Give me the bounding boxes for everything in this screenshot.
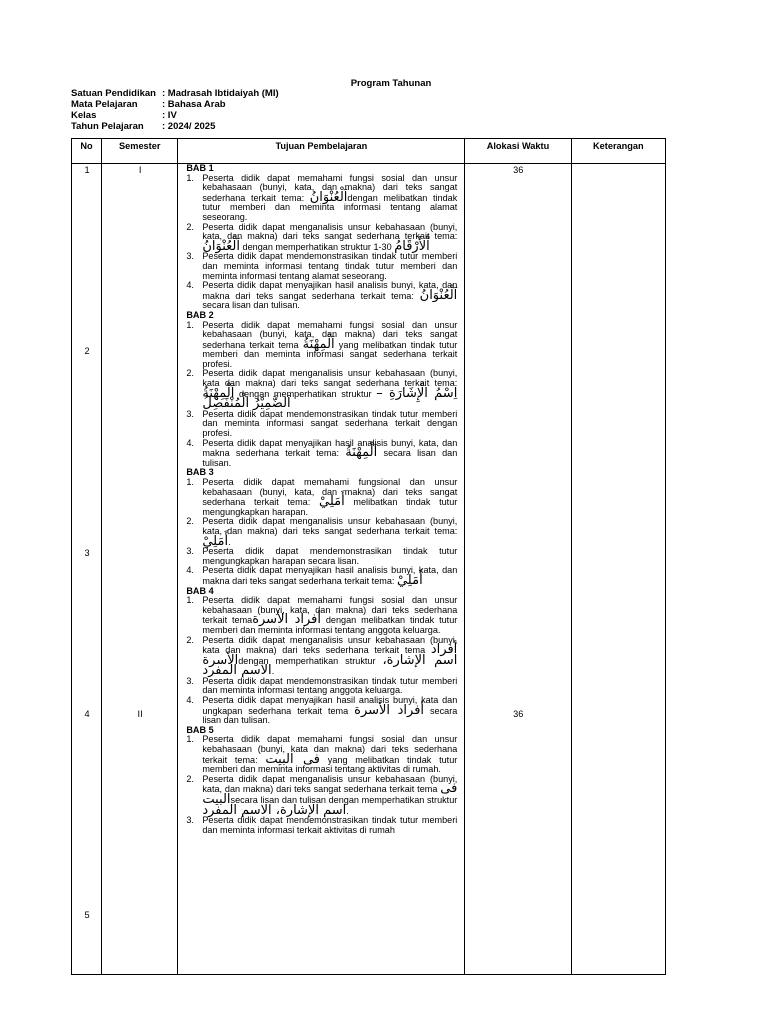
item-text: Peserta didik dapat mendemonstrasikan tindak tutur memberi dan meminta informasi tentang anggota keluarga. [202, 675, 458, 696]
item-number: 3. [186, 251, 194, 262]
arabic-structure: اسم الإشارة، الاسم المفرد [202, 802, 347, 818]
arabic-term: اَلْعُنْوَانُ [202, 238, 240, 254]
bab-heading: BAB 1 [186, 163, 214, 173]
list-item [186, 281, 457, 311]
document-meta [71, 88, 279, 132]
program-table [71, 138, 666, 975]
meta-value: : IV [162, 110, 177, 121]
item-number: 3. [186, 675, 194, 686]
arabic-term: أَمَلِيْ [318, 494, 345, 510]
item-number: 1. [186, 172, 194, 183]
item-number: 3. [186, 815, 194, 826]
arabic-term: اَلْمِهْنَةُ [302, 336, 335, 352]
tujuan-column [178, 164, 465, 975]
item-text: dengan melibatkan tindak tutur memberi dan meminta informasi tentang alamat seseorang. [202, 192, 458, 222]
row-number: 5 [84, 910, 90, 920]
item-text: . [271, 666, 275, 677]
page-title: Program Tahunan [350, 78, 432, 89]
table-row [72, 164, 666, 975]
item-text: Peserta didik dapat menyajikan hasil analisis bunyi, kata, dan makna sederhana terkait tema: [202, 437, 458, 459]
item-text: secara lisan dan tulisan. [202, 300, 300, 311]
item-text: Peserta didik dapat menganalisis unsur kebahasaan (bunyi, kata, dan makna) dari teks sangat sederhana terkait tema [202, 773, 458, 795]
item-number: 2. [186, 221, 194, 232]
list-item [186, 478, 457, 517]
list-item [186, 677, 457, 696]
list-item [186, 517, 457, 547]
arabic-term: أفراد الأسرة [202, 642, 458, 668]
bab-heading: BAB 3 [186, 467, 214, 478]
item-text: Peserta didik dapat memahami fungsi sosial dan unsur kebahasaan (bunyi, kata, dan makna) dari teks sangat sederhana terkait tema [202, 319, 458, 350]
item-text: dengan melibatkan tindak tutur memberi dan meminta informasi tentang anggota keluarga. [202, 615, 458, 635]
arabic-term: أفراد الأسرة [252, 612, 321, 628]
meta-value: : 2024/ 2025 [162, 121, 216, 132]
item-text: Peserta didik dapat menganalisis unsur kebahasaan (bunyi, kata, dan makna) dari teks sangat sederhana terkait tema: [202, 221, 458, 242]
item-number: 2. [186, 368, 194, 379]
list-item [186, 410, 457, 439]
arabic-term: اَلْعُنْوَانُ [419, 287, 458, 303]
list-item [186, 321, 457, 370]
objective-list [186, 174, 457, 311]
alokasi-column [465, 164, 571, 975]
item-number: 2. [186, 516, 194, 527]
arabic-term: اَلْمِهْنَةُ [202, 385, 235, 401]
list-item [186, 735, 457, 774]
list-item [186, 816, 457, 835]
alokasi-value: 36 [513, 709, 524, 719]
header-keterangan: Keterangan [571, 139, 665, 164]
list-item [186, 223, 457, 253]
item-text: secara lisan dan tulisan dengan memperhatikan struktur [230, 795, 458, 805]
item-text: melibatkan tindak tutur mengungkapkan harapan. [202, 497, 458, 517]
arabic-term: أفراد الأسرة [354, 702, 425, 718]
header-tujuan: Tujuan Pembelajaran [178, 139, 465, 164]
objective-list [186, 596, 457, 726]
list-item [186, 775, 457, 816]
list-item [186, 174, 457, 223]
item-text: Peserta didik dapat mendemonstrasikan tindak tutur mengungkapkan harapan secara lisan. [202, 546, 458, 566]
list-item [186, 696, 457, 726]
item-text: Peserta didik dapat mendemonstrasikan tindak tutur memberi dan meminta informasi tentang tindak tutur memberi dan meminta informasi tentang alamat seseorang. [202, 251, 458, 281]
item-text: Peserta didik dapat menyajikan hasil analisis bunyi, kata, dan makna dari teks sangat sederhana terkait tema: [202, 565, 458, 586]
meta-value: : Bahasa Arab [162, 99, 226, 110]
list-item [186, 636, 457, 677]
item-number: 1. [186, 595, 194, 606]
item-text: Peserta didik dapat menganalisis unsur kebahasaan (bunyi, kata dan makna) dari teks sangat sederhana terkait tema: [202, 368, 458, 389]
bab-heading: BAB 5 [186, 724, 214, 735]
row-number: 4 [84, 709, 90, 719]
arabic-term: اَلْعُنْوَانُ [309, 189, 348, 205]
arabic-term: أَمَلِيْ [396, 572, 423, 588]
item-number: 2. [186, 634, 194, 645]
meta-row [71, 99, 279, 110]
item-text: Peserta didik dapat mendemonstrasikan tindak tutur memberi dan meminta informasi terkait aktivitas di rumah [202, 815, 458, 835]
item-text: Peserta didik dapat menganalisis unsur kebahasaan (bunyi, kata dan makna) dari teks sederhana terkait tema [202, 634, 458, 656]
row-number: 3 [84, 548, 90, 558]
meta-row [71, 121, 279, 132]
item-text: secara lisan dan tulisan. [202, 448, 458, 468]
header-no: No [72, 139, 102, 164]
arabic-structure: اسم الإشارة، الاسم المفرد [202, 652, 458, 679]
item-number: 4. [186, 437, 194, 448]
tujuan-content [178, 164, 464, 835]
header-alokasi: Alokasi Waktu [465, 139, 571, 164]
objective-list [186, 478, 457, 587]
table-header-row [72, 139, 666, 164]
item-number: 3. [186, 546, 194, 557]
semester-value: II [137, 709, 143, 719]
item-number: 4. [186, 565, 194, 576]
list-item [186, 547, 457, 566]
objective-list [186, 735, 457, 835]
list-item [186, 439, 457, 469]
meta-label: Tahun Pelajaran [71, 121, 144, 132]
item-text: . [228, 536, 231, 547]
no-column [72, 164, 102, 975]
item-text: yang melibatkan tindak tutur memberi dan meminta informasi tentang aktivitas di rumah. [202, 754, 458, 775]
item-text: Peserta didik dapat menyajikan hasil analisis bunyi, kata, dan makna dari teks sangat sederhana terkait tema: [202, 280, 458, 301]
item-text: Peserta didik dapat mendemonstrasikan tindak tutur memberi dan meminta informasi sangat sederhana terkait dengan profesi. [202, 408, 458, 439]
arabic-term: فى البيت [265, 751, 321, 767]
item-number: 1. [186, 734, 194, 745]
list-item [186, 596, 457, 635]
row-number: 2 [84, 346, 90, 356]
item-text: Peserta didik dapat memahami fungsional dan unsur kebahasaan (bunyi, kata, dan makna) dari teks sangat sederhana terkait tema: [202, 477, 458, 508]
item-text: secara lisan dan tulisan. [202, 705, 458, 726]
item-text: Peserta didik dapat memahami fungsi sosial dan unsur kebahasaan (bunyi, kata, dan makna) dari teks sangat sederhana terkait tema: [202, 172, 458, 203]
item-number: 4. [186, 695, 194, 706]
meta-label: Mata Pelajaran [71, 99, 138, 110]
bab-heading: BAB 2 [186, 309, 214, 320]
item-number: 3. [186, 408, 194, 419]
item-text: yang melibatkan tindak tutur memberi dan meminta informasi sangat sederhana terkait profesi. [202, 339, 458, 369]
header-semester: Semester [102, 139, 178, 164]
semester-value: I [138, 165, 142, 175]
item-number: 2. [186, 773, 194, 784]
semester-column [102, 164, 178, 975]
arabic-term: أَمَلِيْ [202, 533, 229, 549]
arabic-term: فى البيت [202, 781, 458, 807]
list-item [186, 368, 458, 412]
item-text: Peserta didik dapat menyajikan hasil analisis bunyi, kata dan ungkapan sederhana terkait tema [202, 695, 458, 716]
arabic-structure: اْلأَرْقَامُ [394, 238, 430, 254]
item-text: Peserta didik dapat memahami fungsi sosial dan unsur kebahasaan (bunyi, kata, dan makna) dari teks sederhana terkait tema [202, 595, 458, 626]
item-number: 1. [186, 319, 194, 330]
item-text: dengan memperhatikan struktur [234, 388, 377, 399]
arabic-structure: اِسْمُ الْإِشَارَةِ – اَلضَّمِيْرُ الْمُنْفَصِلُ [202, 385, 458, 412]
item-text: Peserta didik dapat menganalisis unsur kebahasaan (bunyi, kata, dan makna) dari teks sangat sederhana terkait tema: [202, 516, 458, 536]
meta-label: Kelas [71, 110, 97, 121]
item-number: 1. [186, 477, 194, 487]
meta-value: : Madrasah Ibtidaiyah (MI) [162, 88, 279, 99]
meta-row [71, 88, 279, 99]
meta-label: Satuan Pendidikan [71, 88, 156, 99]
meta-row [71, 110, 279, 121]
arabic-term: اَلْمِهْنَةُ [345, 445, 378, 461]
item-number: 4. [186, 280, 194, 291]
alokasi-value: 36 [513, 165, 524, 175]
objective-list [186, 321, 457, 469]
item-text: dengan memperhatikan struktur [238, 655, 383, 666]
row-number: 1 [84, 165, 90, 175]
item-text: dengan memperhatikan struktur 1-30 [240, 241, 395, 252]
item-text: Peserta didik dapat memahami fungsi sosial dan unsur kebahasaan (bunyi, kata dan makna) dari teks sederhana terkait tema: [202, 734, 458, 765]
bab-heading: BAB 4 [186, 585, 214, 596]
list-item [186, 252, 457, 281]
list-item [186, 566, 457, 586]
keterangan-column [571, 164, 665, 975]
item-text: . [346, 805, 349, 816]
